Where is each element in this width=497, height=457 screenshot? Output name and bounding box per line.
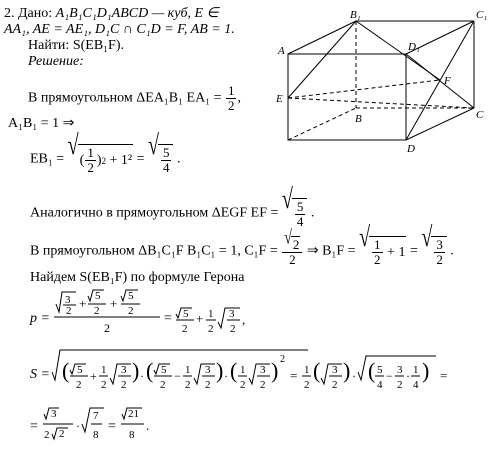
svg-text:1: 1: [208, 308, 214, 320]
svg-text:2: 2: [397, 379, 403, 391]
svg-text:4: 4: [377, 379, 383, 391]
svg-text:·: ·: [352, 369, 356, 383]
step3: Аналогично в прямоугольном ΔEGF EF = √ $\frac{5}{4}$ .: [30, 184, 315, 229]
step4: В прямоугольном ΔB₁C₁F B₁C₁ = 1, C₁F = √ 2 2 ⇒ B₁F = √ $\frac{1}{2}$ + 1 = √ $\frac{3}{2}$ .: [30, 222, 454, 268]
svg-text:): ): [271, 358, 279, 383]
svg-text:2: 2: [121, 379, 127, 391]
svg-text:2: 2: [208, 323, 214, 335]
svg-text:2: 2: [160, 379, 166, 391]
step5: Найдем S(EB₁F) по формуле Герона: [30, 270, 245, 285]
svg-text:3: 3: [205, 364, 211, 376]
step2: A₁B₁ = 1 ⇒: [8, 116, 75, 131]
label-f: F: [444, 75, 451, 87]
solution-label: Решение:: [28, 54, 84, 69]
label-c: C: [476, 109, 484, 121]
problem-header-line1: 2. Дано: A₁B₁C₁D₁ABCD — куб, E ∈: [4, 6, 219, 21]
p-formula: [28, 284, 258, 344]
svg-text:2: 2: [304, 379, 310, 391]
svg-text:2: 2: [44, 429, 50, 441]
svg-text:21: 21: [128, 408, 139, 420]
svg-text:=: =: [108, 419, 116, 434]
svg-text:2: 2: [104, 321, 110, 335]
svg-text:8: 8: [93, 429, 99, 441]
svg-text:1: 1: [304, 364, 310, 376]
svg-text:4: 4: [413, 379, 419, 391]
problem-header-line2: AA₁, AE = AE₁, D₁C ∩ C₁D = F, AB = 1.: [4, 22, 235, 37]
svg-text:5: 5: [377, 364, 383, 376]
svg-text:=: =: [30, 419, 38, 434]
svg-text:(: (: [62, 358, 70, 383]
svg-text:−: −: [386, 369, 393, 383]
svg-text:(: (: [230, 358, 238, 383]
svg-text:−: −: [174, 369, 181, 383]
svg-text:5: 5: [77, 364, 83, 376]
svg-text:1: 1: [413, 364, 419, 376]
svg-text:): ): [216, 358, 224, 383]
svg-text:5: 5: [161, 364, 167, 376]
label-d: D: [407, 143, 415, 155]
svg-text:2: 2: [260, 379, 266, 391]
sqrt-result: √ $\frac{5}{4}$: [148, 144, 173, 175]
problem-find: Найти: S(EB₁F).: [28, 38, 124, 53]
final-result: [28, 402, 208, 454]
s-formula: [28, 346, 493, 404]
svg-text:1: 1: [185, 364, 191, 376]
svg-text:1: 1: [240, 364, 246, 376]
svg-text:3: 3: [51, 408, 57, 420]
svg-text:2: 2: [101, 379, 107, 391]
svg-text:8: 8: [129, 429, 135, 441]
svg-text:=: =: [164, 311, 172, 326]
label-e: E: [276, 93, 283, 105]
svg-text:5: 5: [183, 308, 189, 320]
svg-text:2: 2: [280, 354, 285, 365]
svg-text:): ): [422, 358, 430, 383]
svg-text:3: 3: [229, 308, 235, 320]
p-label: p =: [30, 311, 50, 326]
svg-text:·: ·: [140, 369, 144, 383]
svg-text:+: +: [79, 296, 87, 311]
svg-text:·: ·: [76, 419, 80, 433]
svg-text:5: 5: [95, 290, 101, 302]
svg-text:5: 5: [128, 290, 134, 302]
svg-text:2: 2: [59, 428, 65, 440]
label-b1: B₁: [350, 9, 361, 21]
svg-text:2: 2: [128, 305, 134, 317]
svg-text:3: 3: [260, 364, 266, 376]
svg-text:): ): [132, 358, 140, 383]
svg-text:3: 3: [397, 364, 403, 376]
eb1-formula: EB₁ = √ ( $\frac{1}{2}$ ) 2 + 1² = √ $\frac{5}{4}$ .: [30, 130, 181, 175]
svg-text:+: +: [196, 311, 204, 326]
svg-text:2: 2: [205, 379, 211, 391]
svg-text:=: =: [440, 368, 448, 383]
label-c1: C₁: [476, 9, 488, 21]
svg-text:2: 2: [240, 379, 246, 391]
svg-text:2: 2: [66, 305, 72, 317]
svg-text:=: =: [290, 368, 298, 383]
svg-text:·: ·: [406, 369, 410, 383]
svg-text:(: (: [368, 358, 376, 383]
svg-text:1: 1: [101, 364, 107, 376]
label-b: B: [355, 113, 362, 125]
svg-text:2: 2: [230, 323, 236, 335]
svg-text:3: 3: [65, 294, 71, 306]
svg-text:3: 3: [121, 364, 127, 376]
svg-text:(: (: [313, 358, 321, 383]
svg-text:2: 2: [182, 323, 188, 335]
svg-text:2: 2: [185, 379, 191, 391]
svg-text:(: (: [146, 358, 154, 383]
svg-text:3: 3: [332, 364, 338, 376]
svg-text:): ): [343, 358, 351, 383]
svg-text:2: 2: [76, 379, 82, 391]
cube-front-face: [288, 54, 406, 140]
svg-text:2: 2: [94, 305, 100, 317]
svg-text:+: +: [110, 296, 118, 311]
svg-text:7: 7: [93, 410, 99, 422]
s-label: S =: [30, 367, 50, 382]
svg-text:2: 2: [332, 379, 338, 391]
cube-diagram: [262, 6, 494, 156]
label-d1: D₁: [408, 41, 420, 53]
sqrt-expression: √ ( $\frac{1}{2}$ ) 2 + 1²: [67, 130, 133, 175]
svg-text:+: +: [90, 369, 97, 383]
svg-text:·: ·: [224, 369, 228, 383]
svg-text:.: .: [146, 418, 150, 433]
label-a: A: [278, 45, 285, 57]
fraction-half: $\frac{1}{2}$: [227, 83, 235, 113]
step1: В прямоугольном ΔEA₁B₁ EA₁ = $\frac{1}{2}$ ,: [28, 83, 241, 113]
svg-text:,: ,: [242, 312, 246, 327]
